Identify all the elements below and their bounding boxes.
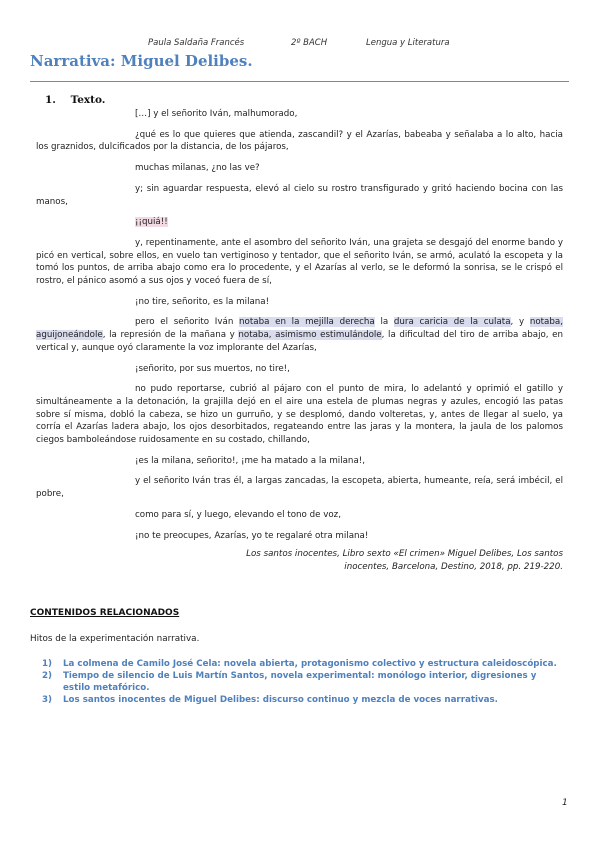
page-number: 1 <box>562 798 568 808</box>
paragraph: y; sin aguardar respuesta, elevó al cielo su rostro transfigurado y gritó haciendo bocina con las manos, <box>36 183 563 207</box>
citation: Los santos inocentes, Libro sexto «El crimen» Miguel Delibes, Los santos inocentes, Barcelona, Destino, 2018, pp. 219-220. <box>246 549 563 572</box>
list-item-number: 2) <box>42 671 53 681</box>
list-item <box>42 670 562 694</box>
paragraph: no pudo reportarse, cubrió al pájaro con el punto de mira, lo adelantó y oprimió el gatillo y simultáneamente a la detonación, la grajilla dejó en el aire una estela de plumas negras y azules, encogió las patas sobre sí misma, dobló la cabeza, se hizo un gurruño, y se desplomó, dando volteretas, y, antes de llegar al suelo, ya corría el Azarías ladera abajo, los ojos desorbitados, regateando entre las jaras y la montera, la jaula de los palomos ciegos bamboleándose ruidosamente en su costado, chillando, <box>36 384 563 446</box>
highlight: notaba, aguijoneándole <box>36 317 563 341</box>
literary-excerpt <box>36 108 564 582</box>
list-item-number: 3) <box>42 695 53 705</box>
title-divider <box>30 81 569 82</box>
list-item <box>42 694 562 706</box>
header-subject: Lengua y Literatura <box>366 38 450 48</box>
list-item-text: Tiempo de silencio de Luis Martín Santos, novela experimental: monólogo interior, digresiones y estilo metafórico. <box>63 671 537 693</box>
paragraph <box>99 216 563 229</box>
document-title: Narrativa: Miguel Delibes. <box>30 52 253 70</box>
list-item <box>42 658 562 670</box>
paragraph: muchas milanas, ¿no las ve? <box>135 163 260 174</box>
list-item-number: 1) <box>42 659 53 669</box>
highlight: notaba en la mejilla derecha <box>239 317 375 328</box>
highlight: notaba, asimismo estimulándole <box>238 330 382 341</box>
list-item-text: Los santos inocentes de Miguel Delibes: discurso continuo y mezcla de voces narrativas. <box>63 695 498 705</box>
paragraph: pero el señorito Iván notaba en la mejilla derecha la dura caricia de la culata, y notaba, aguijoneándole, la represión de la mañana y notaba, asimismo estimulándole, la dificultad del tiro de arriba abajo, en vertical y, aunque oyó claramente la voz implorante del Azarías, <box>36 317 564 353</box>
list-item-text: La colmena de Camilo José Cela: novela abierta, protagonismo colectivo y estructura caleidoscópica. <box>63 659 557 669</box>
section-number: 1. <box>45 94 56 106</box>
paragraph: ¡señorito, por sus muertos, no tire!, <box>135 363 290 374</box>
highlight: ¡¡quiá!! <box>135 217 168 228</box>
header-author: Paula Saldaña Francés <box>148 38 245 48</box>
section-heading-texto <box>45 94 105 106</box>
paragraph: y, repentinamente, ante el asombro del señorito Iván, una grajeta se desgajó del enorme bando y picó en vertical, sobre ellos, en vuelo tan vertiginoso y tentador, que el señorito Iván, se armó, aculató la escopeta y la tomó los puntos, de arriba abajo como era lo procedente, y el Azarías al verlo, se le deformó la sonrisa, se le crispó el rostro, el pánico asomó a sus ojos y voceó fuera de sí, <box>36 237 563 287</box>
paragraph: ¿qué es lo que quieres que atienda, zascandil? y el Azarías, babeaba y señalaba a lo alto, hacia los graznidos, dulcificados por la distancia, de los pájaros, <box>36 129 563 153</box>
related-contents-intro: Hitos de la experimentación narrativa. <box>30 634 200 644</box>
related-contents-heading: CONTENIDOS RELACIONADOS <box>30 608 180 618</box>
section-label: Texto. <box>70 94 106 106</box>
highlight: dura caricia de la culata <box>393 317 511 328</box>
paragraph: ¡es la milana, señorito!, ¡me ha matado a la milana!, <box>135 455 366 466</box>
paragraph: […] y el señorito Iván, malhumorado, <box>135 109 298 119</box>
paragraph: ¡no tire, señorito, es la milana! <box>135 296 270 307</box>
header-course: 2º BACH <box>291 38 328 48</box>
paragraph: ¡no te preocupes, Azarías, yo te regalaré otra milana! <box>135 530 369 541</box>
paragraph: y el señorito Iván tras él, a largas zancadas, la escopeta, abierta, humeante, reía, será imbécil, el pobre, <box>36 476 563 500</box>
paragraph: como para sí, y luego, elevando el tono de voz, <box>135 509 341 520</box>
related-contents-list <box>42 658 562 706</box>
